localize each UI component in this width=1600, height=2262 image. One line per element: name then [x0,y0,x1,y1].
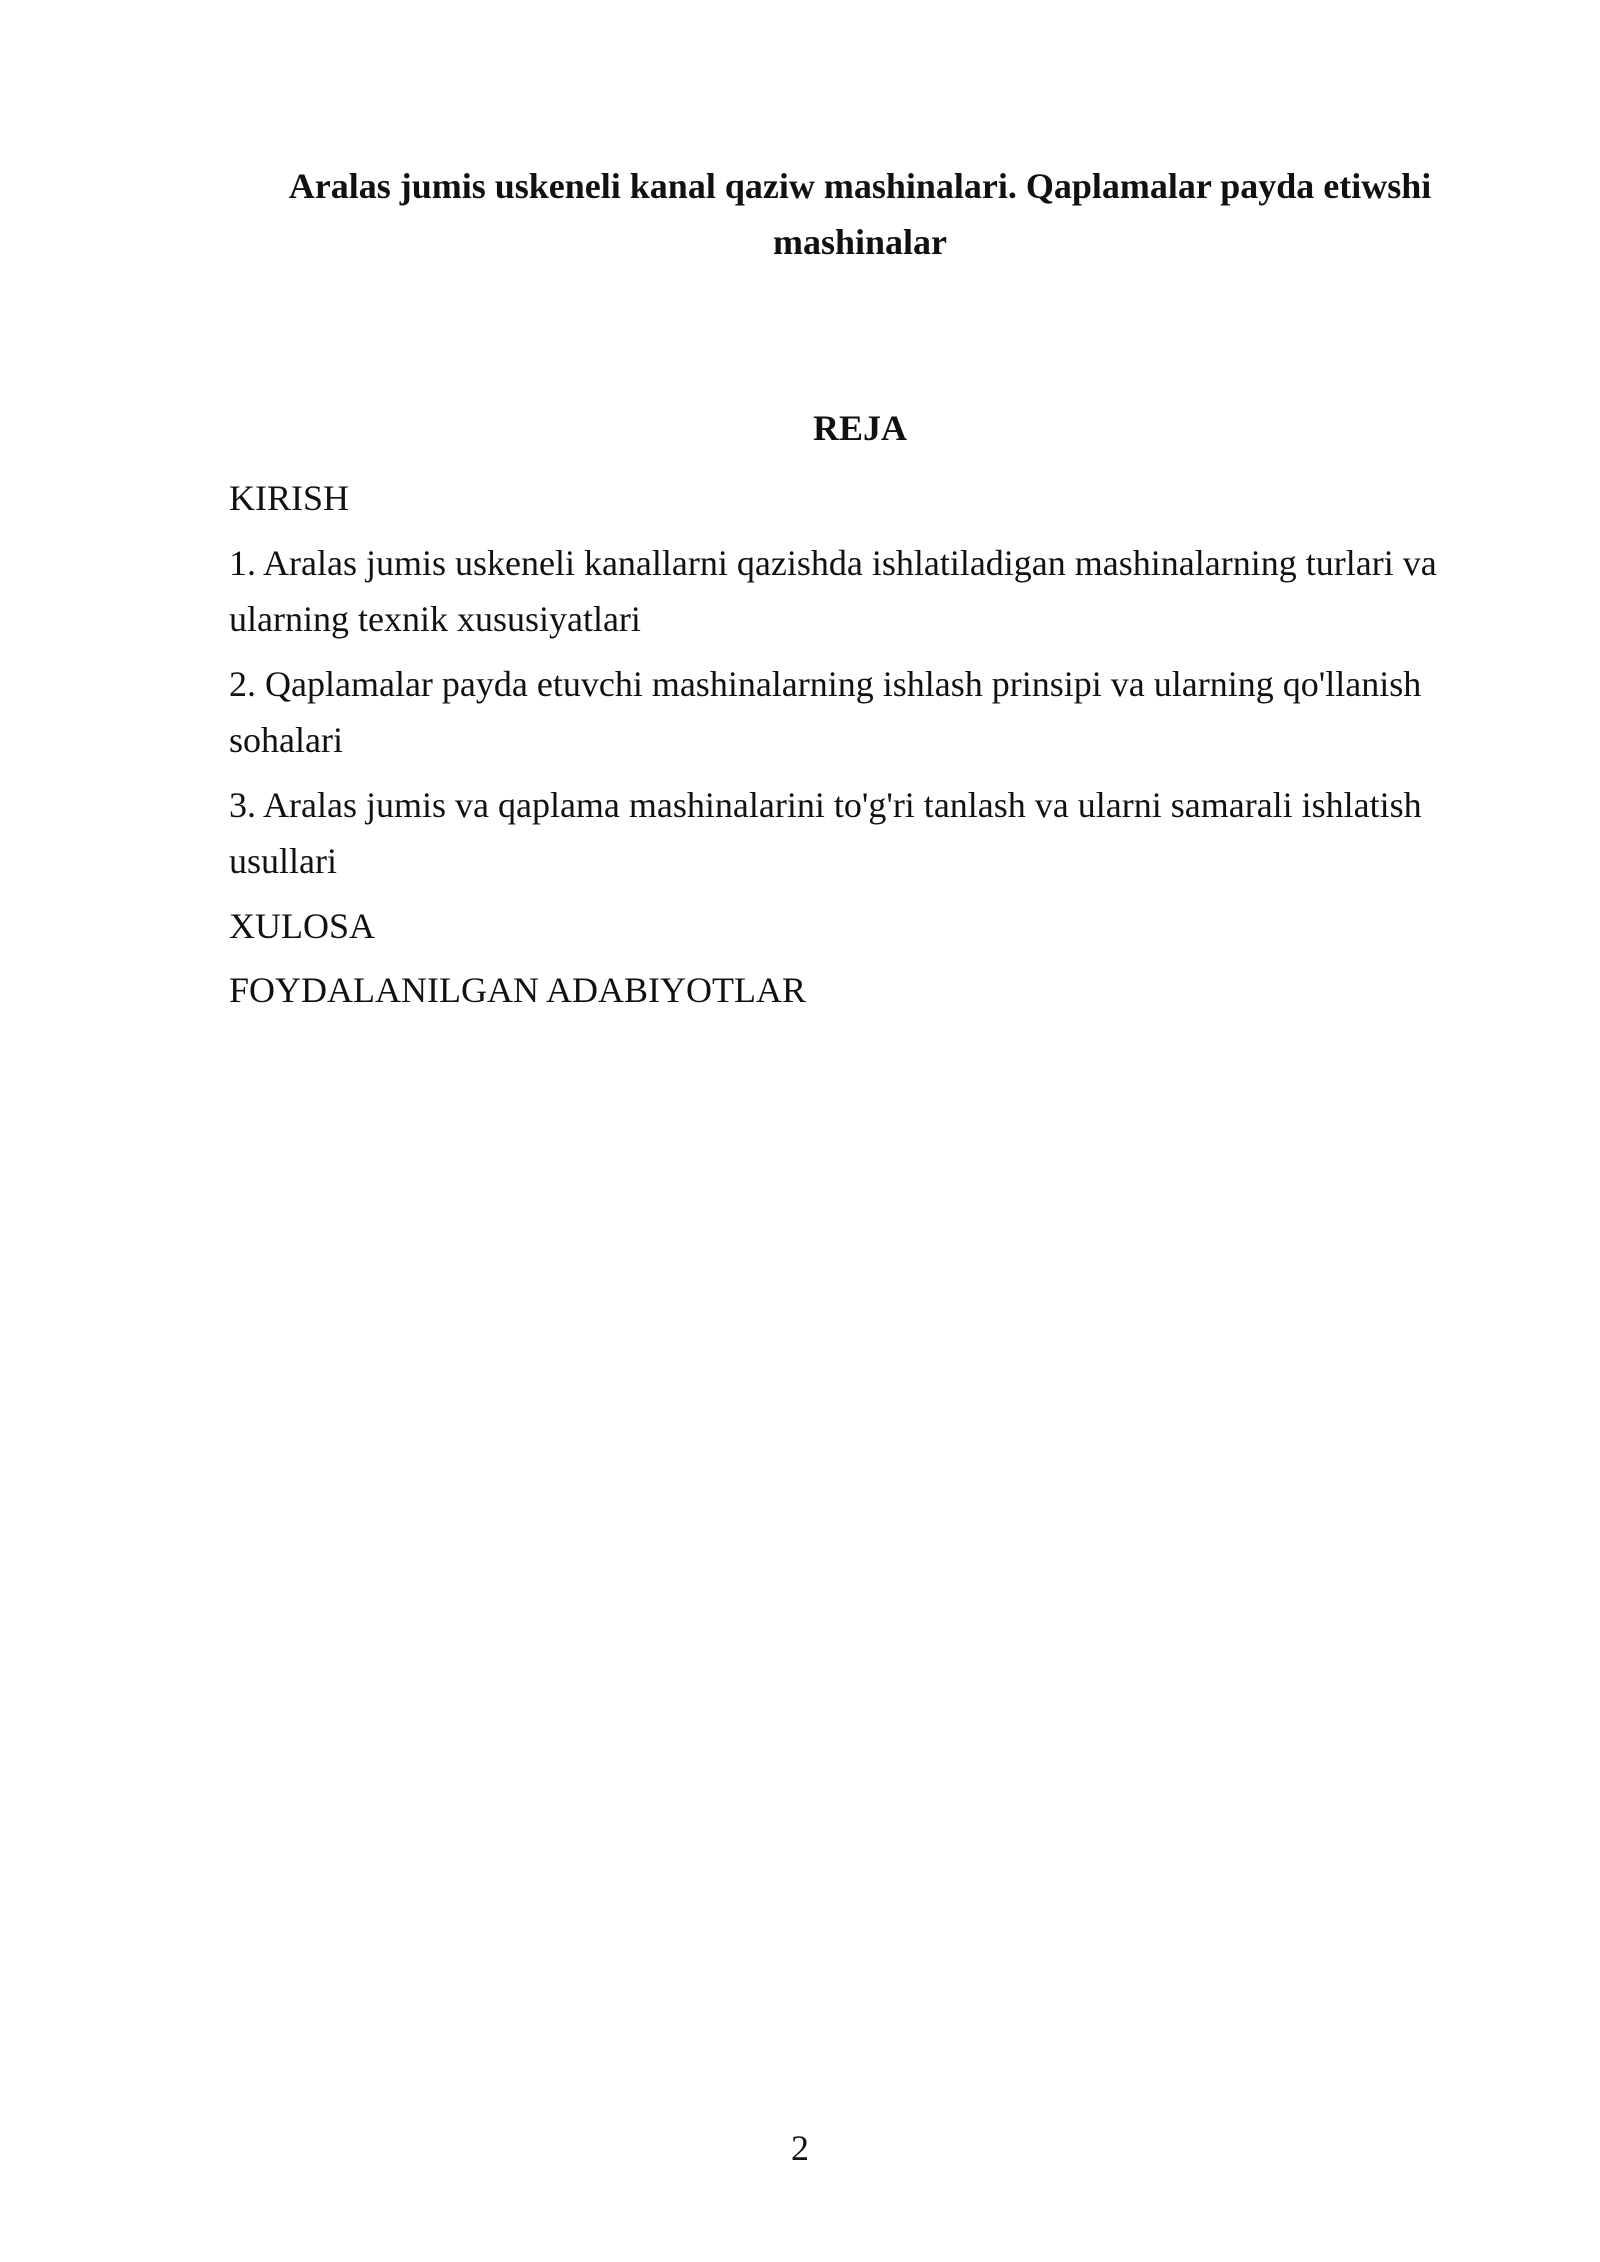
document-title: Aralas jumis uskeneli kanal qaziw mashinalari. Qaplamalar payda etiwshi mashinalar [288,166,1432,262]
plan-item-references: FOYDALANILGAN ADABIYOTLAR [229,970,806,1010]
plan-item-1: 1. Aralas jumis uskeneli kanallarni qazishda ishlatiladigan mashinalarning turlari va ularning texnik xususiyatlari [229,542,1437,639]
plan-list [229,470,1491,1027]
plan-item-2: 2. Qaplamalar payda etuvchi mashinalarning ishlash prinsipi va ularning qo'llanish sohalari [229,663,1422,760]
plan-item-conclusion: XULOSA [229,905,376,946]
plan-heading: REJA [812,408,907,448]
plan-item-introduction: KIRISH [229,478,350,518]
plan-item-3: 3. Aralas jumis va qaplama mashinalarini to'g'ri tanlash va ularni samarali ishlatish usullari [229,784,1422,881]
page-number: 2 [791,2128,809,2168]
